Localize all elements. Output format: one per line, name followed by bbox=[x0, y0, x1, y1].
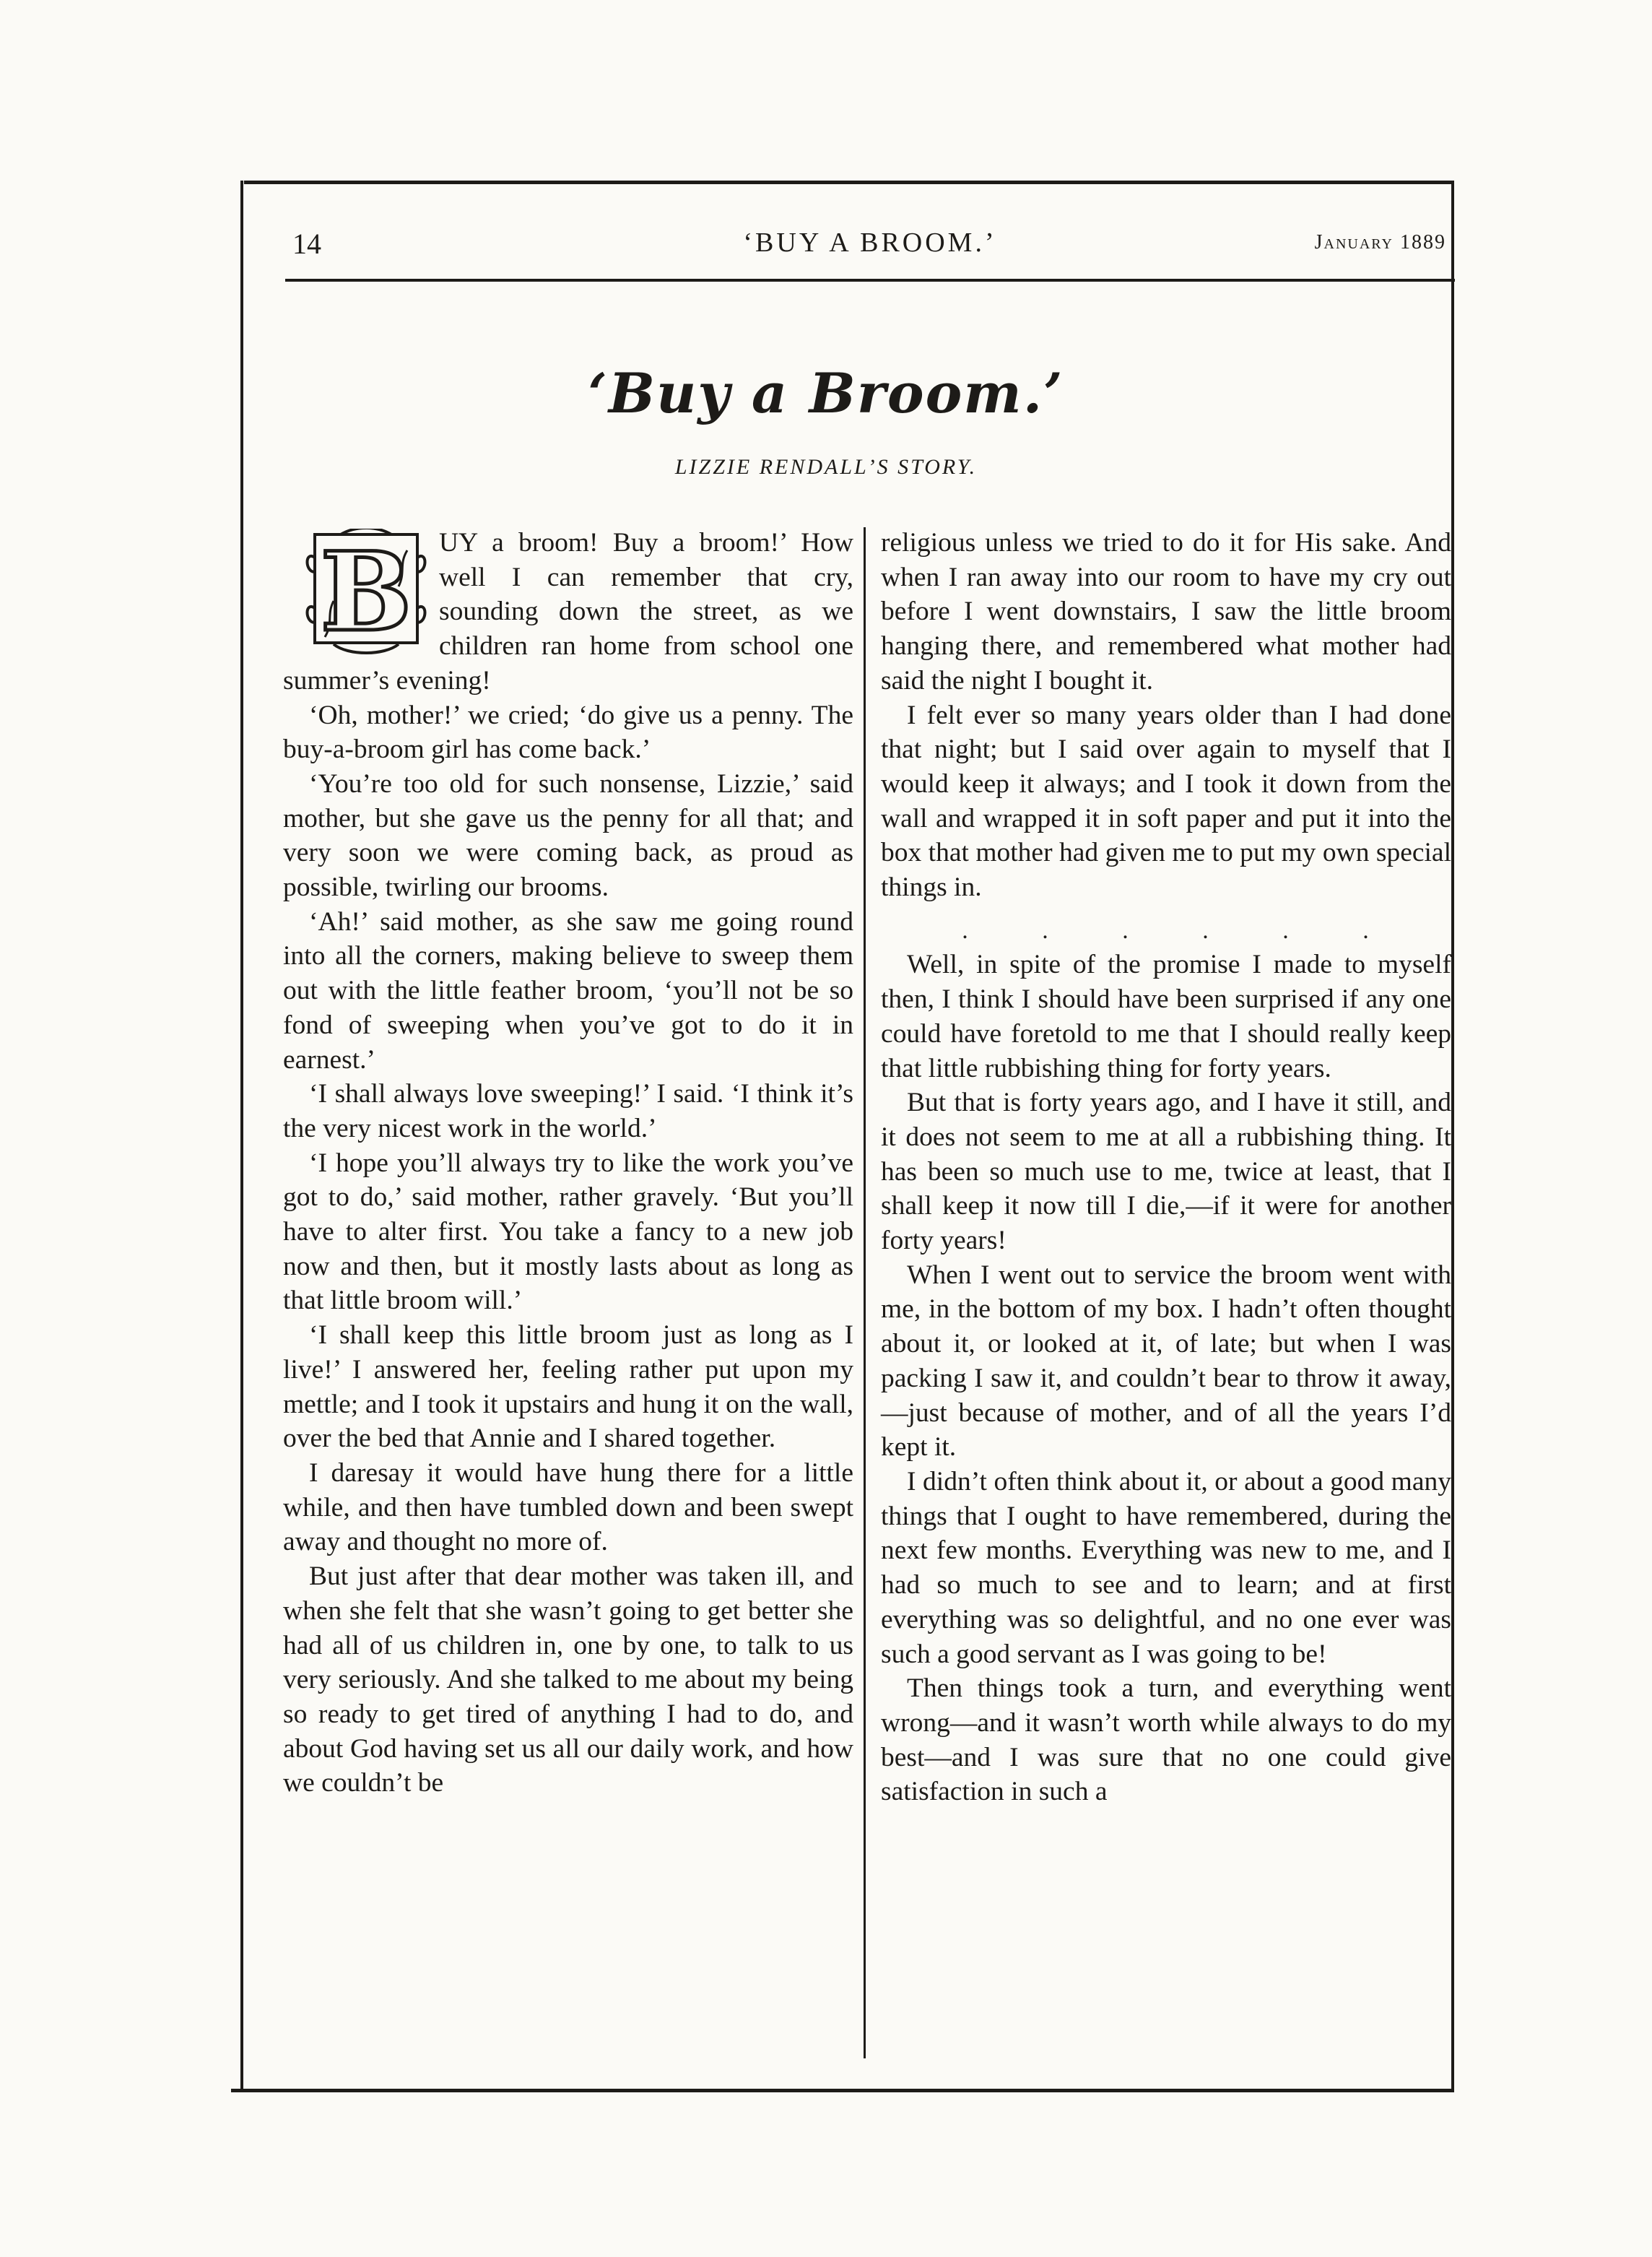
paragraph: ‘Ah!’ said mother, as she saw me going round into all the corners, making believe to sweep them out with the little feather broom, ‘you’ll not be so fond of sweeping when you’ve got to do it in earnest.’ bbox=[283, 906, 853, 1075]
story-title: ‘Buy a Broom.’ bbox=[588, 361, 1064, 425]
running-head bbox=[285, 224, 1455, 267]
paragraph: I daresay it would have hung there for a little while, and then have tumbled down and been swept away and thought no more of. bbox=[283, 1457, 853, 1557]
column-divider bbox=[864, 527, 866, 2058]
page-frame-bottom-rule bbox=[231, 2089, 1454, 2092]
page-frame-top-rule bbox=[244, 181, 1454, 184]
section-break: . . . . . . bbox=[962, 917, 1370, 944]
paragraph: ‘Oh, mother!’ we cried; ‘do give us a penny. The buy-a-broom girl has come back.’ bbox=[283, 700, 853, 765]
issue-date: January 1889 bbox=[1314, 231, 1446, 254]
paragraph: I didn’t often think about it, or about a good many things that I ought to have remembered, during the next few months. Everything was new to me, and I had so much to see and to learn; and at first everything was so delightful, and no one ever was such a good servant as I was going to be! bbox=[881, 1466, 1451, 1669]
paragraph: ‘I shall keep this little broom just as long as I live!’ I answered her, feeling rather put upon my mettle; and I took it upstairs and hung it on the wall, over the bed that Annie and I shared together. bbox=[283, 1320, 853, 1454]
paragraph: ‘I shall always love sweeping!’ I said. ‘I think it’s the very nicest work in the world.’ bbox=[283, 1079, 853, 1143]
paragraph: religious unless we tried to do it for His sake. And when I ran away into our room to have my cry out before I went downstairs, I saw the little broom hanging there, and remembered what mother had said the night I bought it. bbox=[881, 528, 1451, 696]
paragraph: When I went out to service the broom went with me, in the bottom of my box. I hadn’t often thought about it, or looked at it, of late; but when I was packing I saw it, and couldn’t bear to throw it away,—just because of mother, and of all the years I’d kept it. bbox=[881, 1260, 1451, 1463]
paragraph: But just after that dear mother was taken ill, and when she felt that she wasn’t going to get better she had all of us children in, one by one, to talk to us very seriously. And she talked to me about my being so ready to get tired of anything I had to do, and about God having set us all our daily work, and how we couldn’t be bbox=[283, 1561, 853, 1798]
paragraph: UY a broom! Buy a broom!’ How well I can remember that cry, sounding down the street, as we children ran home from school one summer’s evening! bbox=[283, 528, 853, 696]
paragraph: ‘I hope you’ll always try to like the work you’ve got to do,’ said mother, rather gravely. ‘But you’ll have to alter first. You take a fancy to a new job now and then, but it mostly lasts about as long as that little broom will.’ bbox=[283, 1148, 853, 1316]
right-column bbox=[881, 526, 1451, 1809]
paragraph: Well, in spite of the promise I made to myself then, I think I should have been surprised if any one could have foretold to me that I should really keep that little rubbishing thing for forty years. bbox=[881, 950, 1451, 1083]
paragraph: Then things took a turn, and everything went wrong—and it wasn’t worth while always to do my best—and I was sure that no one could give satisfaction in such a bbox=[881, 1673, 1451, 1807]
paragraph: ‘You’re too old for such nonsense, Lizzie,’ said mother, but she gave us the penny for all that; and very soon we were coming back, as proud as possible, twirling our brooms. bbox=[283, 768, 853, 903]
story-subtitle: LIZZIE RENDALL’S STORY. bbox=[674, 455, 978, 479]
drop-cap-letter: B bbox=[320, 529, 412, 656]
paragraph: I felt ever so many years older than I had done that night; but I said over again to myself that I would keep it always; and I took it down from the wall and wrapped it in soft paper and put it into the box that mother had given me to put my own special things in. bbox=[881, 700, 1451, 903]
page-number: 14 bbox=[292, 228, 321, 260]
header-rule bbox=[285, 279, 1455, 282]
running-title: ‘BUY A BROOM.’ bbox=[743, 228, 997, 258]
ornamental-drop-cap bbox=[305, 529, 427, 657]
left-column bbox=[283, 526, 853, 1801]
paragraph: But that is forty years ago, and I have it still, and it does not seem to me at all a rubbishing thing. It has been so much use to me, twice at least, that I shall keep it now till I die,—if it were for another forty years! bbox=[881, 1088, 1451, 1256]
